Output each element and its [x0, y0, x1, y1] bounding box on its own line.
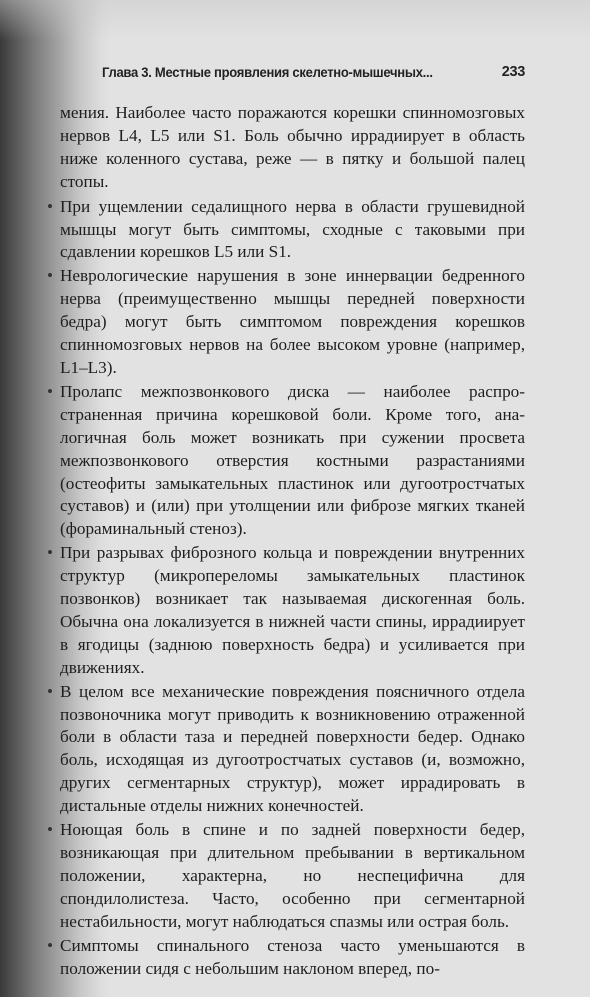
- page-number: 233: [501, 64, 525, 80]
- bullet-item-sciatic-nerve: • При ущемлении седалищного нерва в области грушевидной мышцы могут быть симптомы, сходные с таковыми при сдавлении корешков L5 или S1.: [60, 196, 525, 265]
- bullet-item-discogenic-pain: • При разрывах фиброзного кольца и повреждении внутренних структур (микропереломы замыкательных пластинок позвонков) возникает так называемая дискогенная боль. Обычна она локализуется в нижней части спины, иррадиирует в ягодицы (заднюю поверхность бедра) и усиливается при движениях.: [60, 542, 525, 679]
- paper-top-shade: [0, 0, 590, 40]
- bullet-item-spinal-stenosis: • Симптомы спинального стеноза часто уменьшаются в положении сидя с небольшим наклоном вперед, по-: [60, 935, 525, 981]
- body-text: [60, 102, 525, 980]
- running-header: [102, 62, 525, 82]
- paragraph-continuation: мения. Наиболее часто поражаются корешки спинномозговых нервов L4, L5 или S1. Боль обычно иррадиирует в область ниже коленного сустава, реже — в пятку и большой палец стопы.: [60, 103, 525, 191]
- bullet-item-spondylolisthesis: • Ноющая боль в спине и по задней поверхности бедер, возникающая при длительном пребывании в вертикальном положении, характерна, но неспецифична для спондилолистеза. Часто, особенно при сегментарной нестабильности, могут наблюдаться спазмы или острая боль.: [60, 819, 525, 934]
- bullet-item-femoral-nerve: • Неврологические нарушения в зоне иннервации бедренного нерва (преимущественно мышцы передней поверхности бедра) могут быть симптомом повреждения корешков спинномозговых нервов на более высоком уровне (например, L1–L3).: [60, 265, 525, 380]
- bullet-item-disc-prolapse: • Пролапс межпозвонкового диска — наиболее распространенная причина корешковой боли. Кроме того, аналогичная боль может возникать при сужении просвета межпозвонкового отверстия костными разрастаниями (остеофиты замыкательных пластинок или дугоотростчатых суставов) и (или) при утолщении или фиброзе мягких тканей (фораминальный стеноз).: [60, 381, 525, 541]
- bullet-item-referred-pain: • В целом все механические повреждения поясничного отдела позвоночника могут приводить к возникновению отраженной боли в области таза и передней поверхности бедер. Однако боль, исходящая из дугоотростчатых суставов (и, возможно, других сегментарных структур), может иррадировать в дистальные отделы нижних конечностей.: [60, 681, 525, 818]
- chapter-title: Глава 3. Местные проявления скелетно-мышечных...: [102, 64, 433, 80]
